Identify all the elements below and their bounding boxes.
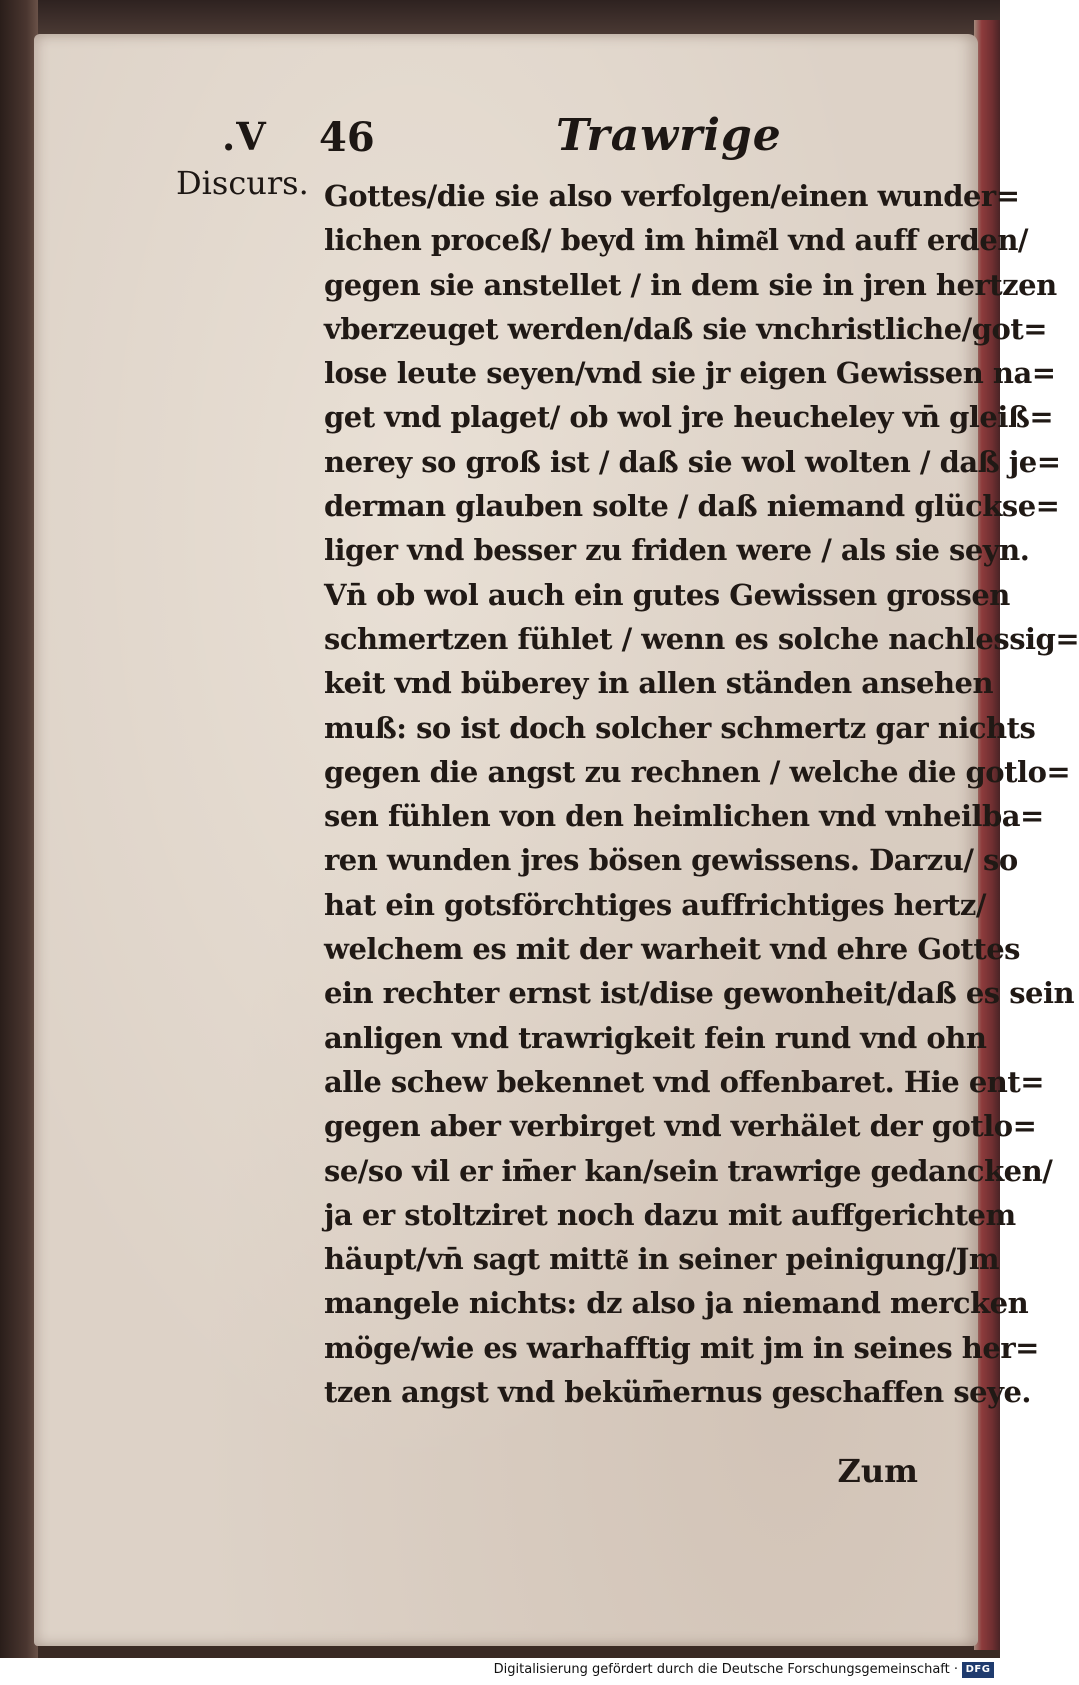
dfg-logo-icon: DFG xyxy=(962,1662,994,1678)
page-number: 46 xyxy=(319,114,375,161)
text-line: hat ein gotsförchtiges auffrichtiges hertz/ xyxy=(324,887,986,922)
funding-credit: Digitalisierung gefördert durch die Deutsche Forschungsgemeinschaft · xyxy=(493,1662,958,1677)
book-cover-shadow xyxy=(0,0,38,1658)
text-line: keit vnd büberey in allen ständen ansehen xyxy=(324,666,994,701)
marginal-note: Discurs. xyxy=(176,164,309,202)
text-line: nerey so groß ist / daß sie wol wolten / daß je= xyxy=(324,444,1061,479)
text-line: gegen die angst zu rechnen / welche die gotlo= xyxy=(324,754,1071,789)
text-line: ren wunden jres bösen gewissens. Darzu/ so xyxy=(324,843,1018,878)
text-line: alle schew bekennet vnd offenbaret. Hie ent= xyxy=(324,1064,1045,1099)
paper-page xyxy=(34,34,1079,1646)
text-line: sen fühlen von den heimlichen vnd vnheilba= xyxy=(324,799,1044,834)
text-line: anligen vnd trawrigkeit fein rund vnd ohn xyxy=(324,1020,987,1055)
text-line: Vn̄ ob wol auch ein gutes Gewissen grossen xyxy=(324,577,1010,612)
text-line: liger vnd besser zu friden were / als sie seyn. xyxy=(324,533,1030,568)
text-line: möge/wie es warhafftig mit jm in seines her= xyxy=(324,1330,1039,1365)
text-line: get vnd plaget/ ob wol jre heucheley vn̄ gleiß= xyxy=(324,400,1054,435)
text-line: ein rechter ernst ist/dise gewonheit/daß es sein xyxy=(324,976,1075,1011)
text-line: ja er stoltziret noch dazu mit auffgerichtem xyxy=(324,1197,1016,1232)
running-title: Trawrige xyxy=(556,110,782,161)
text-line: mangele nichts: dz also ja niemand mercken xyxy=(324,1286,1029,1321)
text-line: häupt/vn̄ sagt mitte͂ in seiner peinigung/Jm xyxy=(324,1242,1000,1277)
text-line: schmertzen fühlet / wenn es solche nachlessig= xyxy=(324,621,1079,656)
text-line: vberzeuget werden/daß sie vnchristliche/got= xyxy=(324,311,1048,346)
text-line: derman glauben solte / daß niemand glückse= xyxy=(324,489,1060,524)
text-line: lichen proceß/ beyd im hime͂l vnd auff erden/ xyxy=(324,223,1029,258)
text-line: gegen aber verbirget vnd verhälet der gotlo= xyxy=(324,1109,1037,1144)
text-line: welchem es mit der warheit vnd ehre Gottes xyxy=(324,932,1020,967)
scan-top-shadow xyxy=(0,0,1000,36)
body-text xyxy=(324,174,1079,1414)
catchword: Zum xyxy=(837,1452,918,1490)
signature-marker: .V xyxy=(222,114,267,159)
text-line: muß: so ist doch solcher schmertz gar nichts xyxy=(324,710,1036,745)
text-line: tzen angst vnd beküm̄ernus geschaffen seye. xyxy=(324,1375,1032,1410)
text-line: se/so vil er im̄er kan/sein trawrige gedancken/ xyxy=(324,1153,1053,1188)
text-line: lose leute seyen/vnd sie jr eigen Gewissen na= xyxy=(324,356,1056,391)
text-line: Gottes/die sie also verfolgen/einen wunder= xyxy=(324,179,1020,213)
text-line: gegen sie anstellet / in dem sie in jren hertzen xyxy=(324,267,1057,302)
digitization-footer xyxy=(0,1658,1000,1685)
